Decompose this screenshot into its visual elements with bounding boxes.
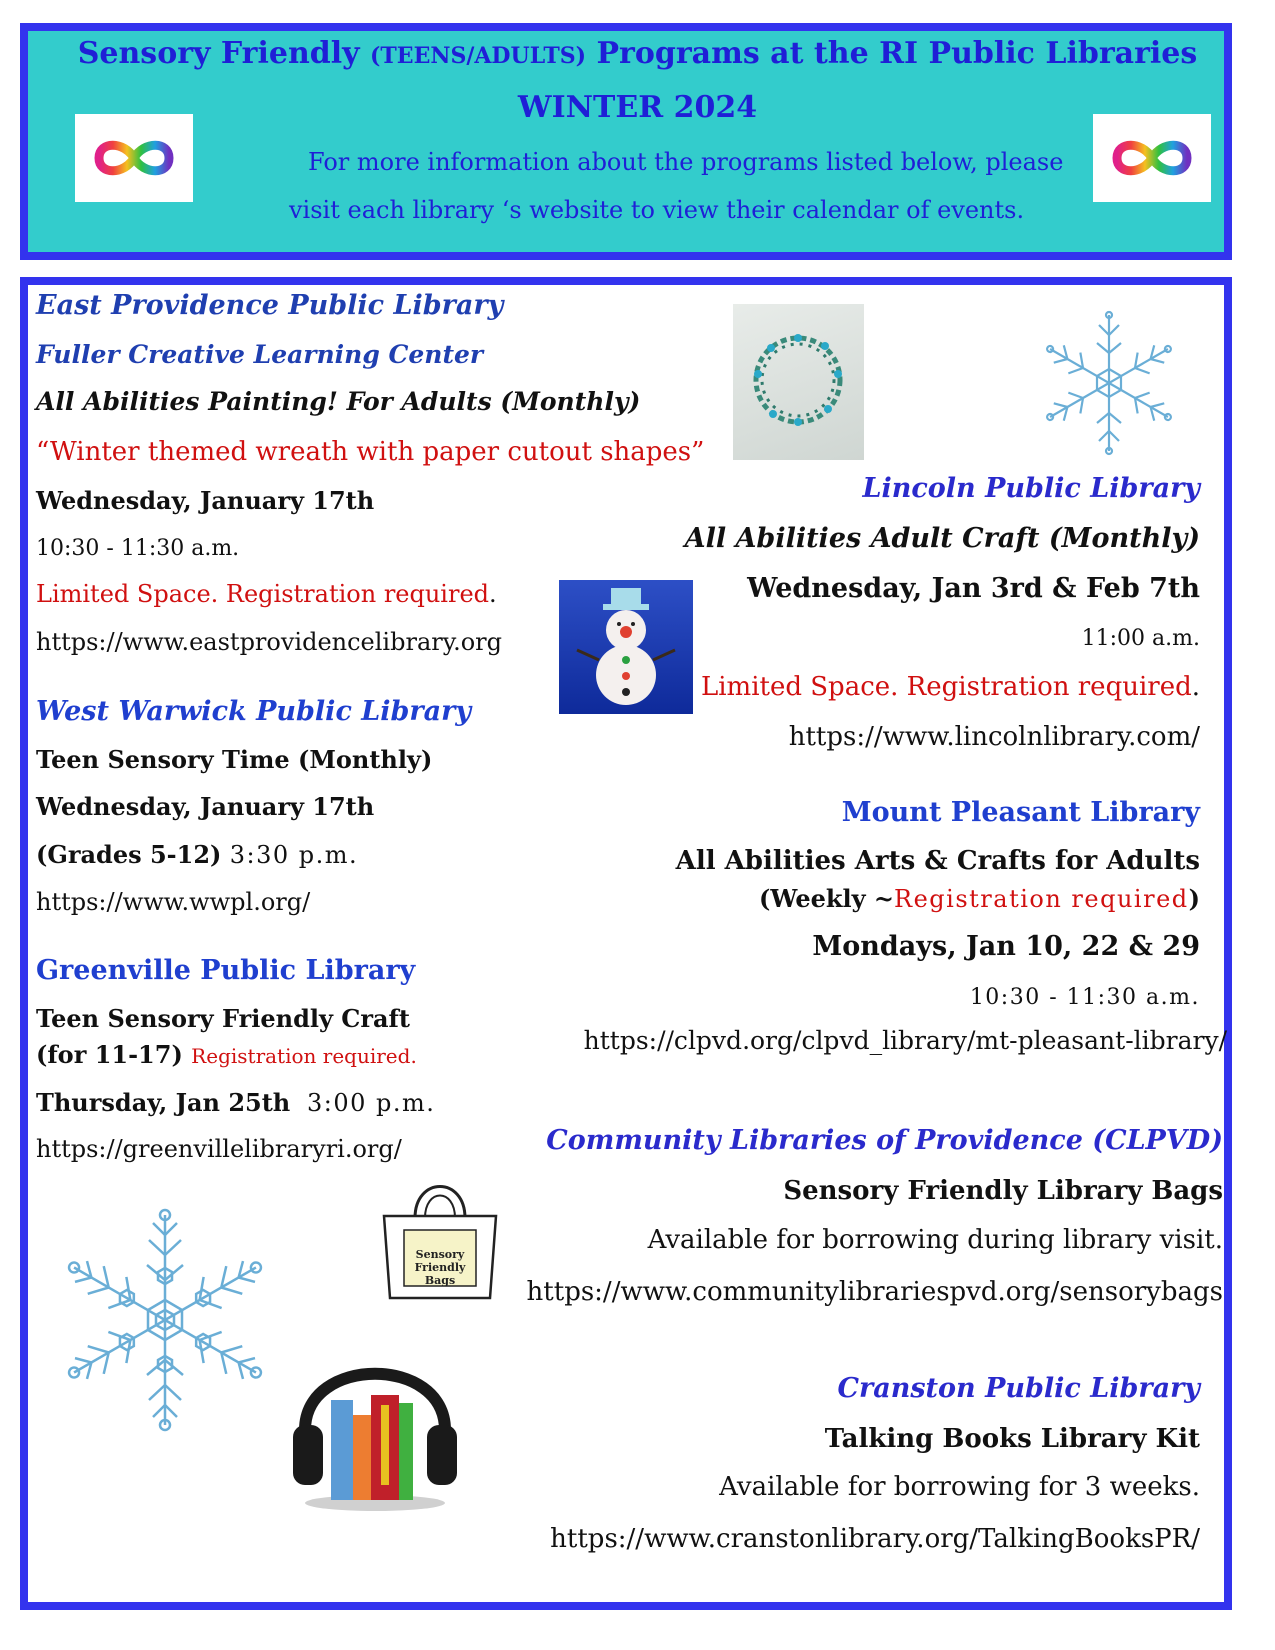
info-line-2: visit each library ‘s website to view their calendar of events. (289, 196, 1025, 224)
greenville-ages: (for 11-17) (36, 1040, 183, 1069)
east-providence-program: All Abilities Painting! For Adults (Monthly) (36, 387, 641, 416)
mount-pleasant-library-name: Mount Pleasant Library (841, 797, 1200, 828)
title-part-1: Sensory Friendly (77, 36, 360, 71)
talking-books-illustration (285, 1345, 465, 1519)
infinity-icon (89, 133, 179, 183)
west-warwick-url[interactable]: https://www.wwpl.org/ (36, 888, 311, 916)
cranston-program: Talking Books Library Kit (824, 1424, 1200, 1454)
west-warwick-library-name: West Warwick Public Library (36, 696, 472, 727)
greenville-date: Thursday, Jan 25th (36, 1088, 291, 1117)
snowflake-decoration-top (1034, 308, 1184, 462)
west-warwick-time: 3:30 p.m. (229, 841, 359, 869)
cranston-note: Available for borrowing for 3 weeks. (719, 1472, 1200, 1502)
greenville-date-time (36, 1088, 435, 1117)
lincoln-program: All Abilities Adult Craft (Monthly) (684, 523, 1200, 554)
clpvd-url[interactable]: https://www.communitylibrariespvd.org/sensorybags (526, 1277, 1223, 1307)
title-audience: (TEENS/ADULTS) (370, 43, 587, 69)
east-providence-registration-text: Limited Space. Registration required (36, 580, 490, 608)
lincoln-library-name: Lincoln Public Library (862, 473, 1200, 504)
infinity-icon (1107, 133, 1197, 183)
east-providence-theme: “Winter themed wreath with paper cutout shapes” (36, 437, 705, 467)
greenville-registration: Registration required. (191, 1044, 417, 1068)
east-providence-url[interactable]: https://www.eastprovidencelibrary.org (36, 628, 503, 656)
mount-pleasant-frequency (759, 884, 1200, 913)
cranston-library-name: Cranston Public Library (837, 1373, 1200, 1404)
headphones-books-icon (285, 1345, 465, 1515)
lincoln-url[interactable]: https://www.lincolnlibrary.com/ (788, 722, 1200, 752)
wreath-photo (733, 304, 864, 460)
page-title (0, 36, 1275, 71)
sensory-bag-illustration (380, 1168, 500, 1312)
mount-pleasant-date: Mondays, Jan 10, 22 & 29 (812, 931, 1200, 962)
cranston-url[interactable]: https://www.cranstonlibrary.org/TalkingBooksPR/ (550, 1524, 1200, 1554)
east-providence-registration: Limited Space. Registration required. (36, 580, 497, 608)
wreath-icon (733, 304, 864, 460)
greenville-ages-registration (36, 1040, 417, 1069)
west-warwick-program: Teen Sensory Time (Monthly) (36, 745, 433, 774)
lincoln-time: 11:00 a.m. (1081, 626, 1200, 651)
lincoln-registration-text: Limited Space. Registration required (700, 672, 1192, 702)
east-providence-time: 10:30 - 11:30 a.m. (36, 536, 240, 561)
greenville-library-name: Greenville Public Library (36, 955, 416, 986)
lincoln-registration: Limited Space. Registration required. (700, 672, 1200, 702)
clpvd-note: Available for borrowing during library visit. (647, 1225, 1223, 1255)
mount-pleasant-weekly: (Weekly ~ (758, 884, 895, 913)
west-warwick-grades-time (36, 840, 358, 869)
east-providence-date: Wednesday, January 17th (36, 486, 375, 515)
clpvd-library-name: Community Libraries of Providence (CLPVD) (546, 1125, 1223, 1156)
mount-pleasant-program: All Abilities Arts & Crafts for Adults (675, 846, 1200, 876)
infinity-logo-left (75, 114, 193, 202)
info-line-1: For more information about the programs listed below, please (308, 148, 1064, 176)
snowman-icon (559, 580, 693, 714)
mount-pleasant-close-paren: ) (1188, 884, 1200, 913)
infinity-logo-right (1093, 114, 1211, 202)
bag-label-line-1: Sensory (415, 1248, 465, 1261)
clpvd-program: Sensory Friendly Library Bags (783, 1176, 1223, 1206)
snowflake-icon (1034, 308, 1184, 458)
east-providence-library-name: East Providence Public Library (36, 290, 504, 321)
tote-bag-icon (380, 1168, 500, 1308)
season-title: WINTER 2024 (517, 90, 758, 125)
bag-label-line-2: Friendly (414, 1261, 466, 1274)
west-warwick-grades: (Grades 5-12) (36, 840, 222, 869)
greenville-time: 3:00 p.m. (306, 1089, 436, 1117)
west-warwick-date: Wednesday, January 17th (36, 792, 375, 821)
snowflake-icon (50, 1205, 280, 1435)
fuller-center-name: Fuller Creative Learning Center (36, 340, 484, 369)
greenville-url[interactable]: https://greenvillelibraryri.org/ (36, 1135, 402, 1163)
snowman-photo (559, 580, 693, 714)
snowflake-decoration-bottom (50, 1205, 280, 1439)
mount-pleasant-time: 10:30 - 11:30 a.m. (969, 985, 1200, 1010)
bag-label-line-3: Bags (424, 1274, 456, 1287)
greenville-program: Teen Sensory Friendly Craft (36, 1004, 410, 1033)
mount-pleasant-url[interactable]: https://clpvd.org/clpvd_library/mt-pleasant-library/ (583, 1026, 1227, 1055)
mount-pleasant-registration: Registration required (894, 885, 1189, 913)
title-part-3: Programs at the RI Public Libraries (596, 36, 1198, 71)
lincoln-date: Wednesday, Jan 3rd & Feb 7th (747, 573, 1200, 604)
